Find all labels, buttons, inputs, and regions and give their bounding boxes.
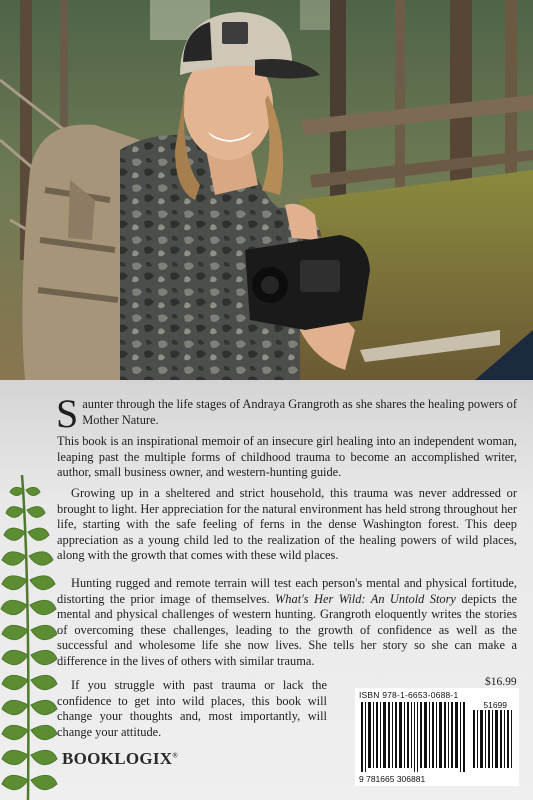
barcode-bars — [355, 688, 519, 786]
blurb-paragraph-4-part-b: depicts the mental and physical challenges of western hunting. Grangroth eloquently writes the stories of overcoming these challenges, leading to the growth of confidence as well as the successful and wholesome life she now lives. She tells her story so she can make a difference in the lives of others with similar trauma. — [57, 591, 517, 668]
isbn-barcode — [355, 688, 519, 786]
drop-cap: S — [56, 391, 79, 436]
blurb-paragraph-2: This book is an inspirational memoir of an insecure girl healing into an independent woman, leaping past the multiple forms of childhood trauma to become an accomplished writer, author, small business owner, and western-hunting guide. — [57, 434, 517, 480]
blurb-paragraph-5: If you struggle with past trauma or lack the confidence to get into wild places, this book will change your thoughts and, most importantly, will change your attitude. — [57, 678, 327, 739]
blurb-paragraph-1 — [56, 391, 517, 436]
publisher-logo — [62, 749, 178, 769]
author-photo-illustration — [0, 0, 533, 380]
blurb-paragraph-4-part-a: Hunting rugged and remote terrain will test each person's mental and physical fortitude, distorting the prior image of themselves. — [57, 576, 517, 606]
blurb-paragraph-1-text: aunter through the life stages of Andraya Grangroth as she shares the healing powers of Mother Nature. — [82, 397, 517, 427]
isbn-label: ISBN 978-1-6653-0688-1 — [359, 690, 459, 700]
ean-number: 9 781665 306881 — [359, 774, 426, 784]
author-photo — [0, 0, 533, 380]
blurb-paragraph-3: Growing up in a sheltered and strict household, this trauma was never addressed or brought to light. Her appreciation for the natural environment has held strong throughout her life, starting with the safe feeling of ferns in the dense Washington forest. This deep appreciation as a young child led to the realization of the healing powers of wild places, along with the growth that comes with these wild places. — [57, 486, 517, 563]
publisher-logo-text: BOOKLOGIX — [62, 749, 173, 768]
price-label: $16.99 — [485, 676, 517, 688]
blurb-paragraph-4 — [57, 576, 517, 670]
book-title-italic: What's Her Wild: An Untold Story — [274, 591, 456, 606]
registered-mark: ® — [172, 751, 178, 760]
barcode-addon-number: 51699 — [483, 700, 507, 710]
